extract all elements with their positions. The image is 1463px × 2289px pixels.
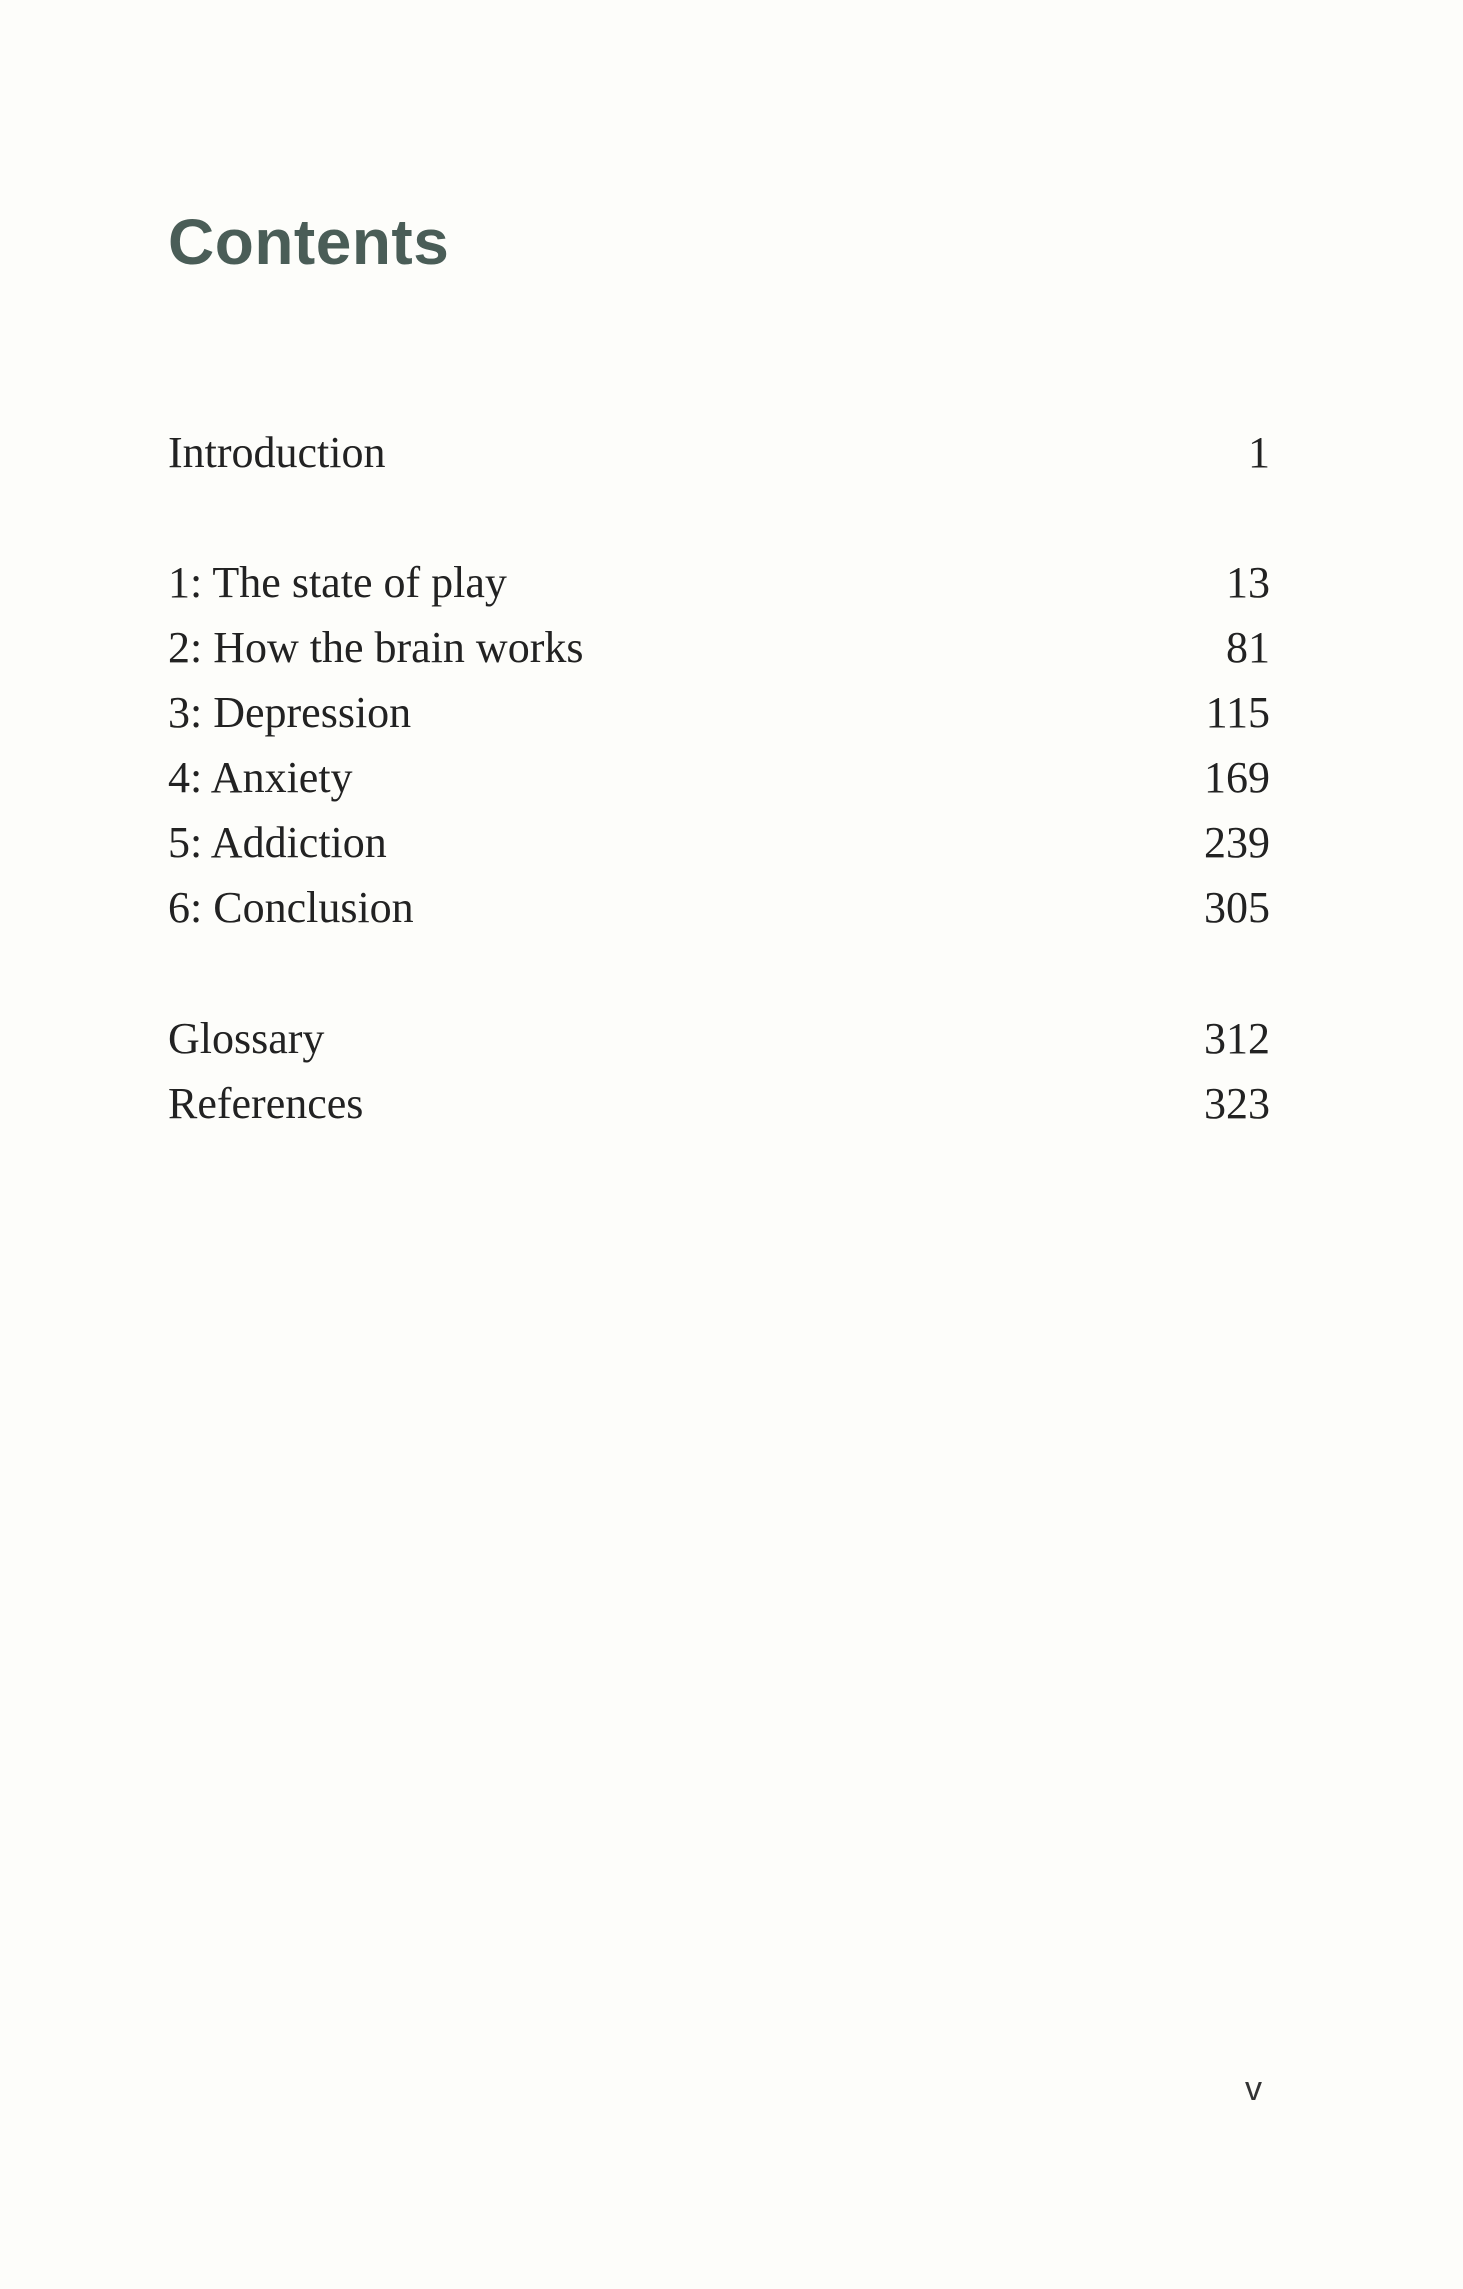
- toc-entry-label: Glossary: [168, 1014, 325, 1063]
- toc-entry-page: 13: [1226, 558, 1270, 607]
- toc-entry-page: 81: [1226, 623, 1270, 672]
- toc-entry-page: 239: [1204, 818, 1270, 867]
- toc-entry: [168, 550, 1270, 615]
- toc-entry-page: 312: [1204, 1014, 1270, 1063]
- toc-entry-label: 3: Depression: [168, 688, 412, 737]
- toc-entry: [168, 615, 1270, 680]
- toc-entry: [168, 875, 1270, 940]
- toc-entry: [168, 1006, 1270, 1071]
- page-number: v: [1245, 2070, 1262, 2108]
- toc-entry-label: 5: Addiction: [168, 818, 387, 867]
- toc-entry-page: 305: [1204, 883, 1270, 932]
- toc-entry-label: 4: Anxiety: [168, 753, 353, 802]
- toc-entry: [168, 745, 1270, 810]
- toc-entry-label: Introduction: [168, 428, 386, 477]
- toc-entry-page: 1: [1248, 428, 1270, 477]
- page-title: Contents: [168, 206, 450, 278]
- toc-entry: [168, 420, 1270, 485]
- toc-entry-page: 169: [1204, 753, 1270, 802]
- toc-entry: [168, 1071, 1270, 1136]
- toc-entry-page: 115: [1205, 688, 1270, 737]
- toc-entry-label: 6: Conclusion: [168, 883, 414, 932]
- toc-entry-page: 323: [1204, 1079, 1270, 1128]
- toc-entry-label: 1: The state of play: [168, 558, 507, 607]
- chapter-list: [168, 550, 1270, 940]
- toc-entry: [168, 810, 1270, 875]
- front-matter-list: [168, 420, 1270, 485]
- toc-entry: [168, 680, 1270, 745]
- toc-entry-label: 2: How the brain works: [168, 623, 584, 672]
- back-matter-list: [168, 1006, 1270, 1136]
- toc-entry-label: References: [168, 1079, 364, 1128]
